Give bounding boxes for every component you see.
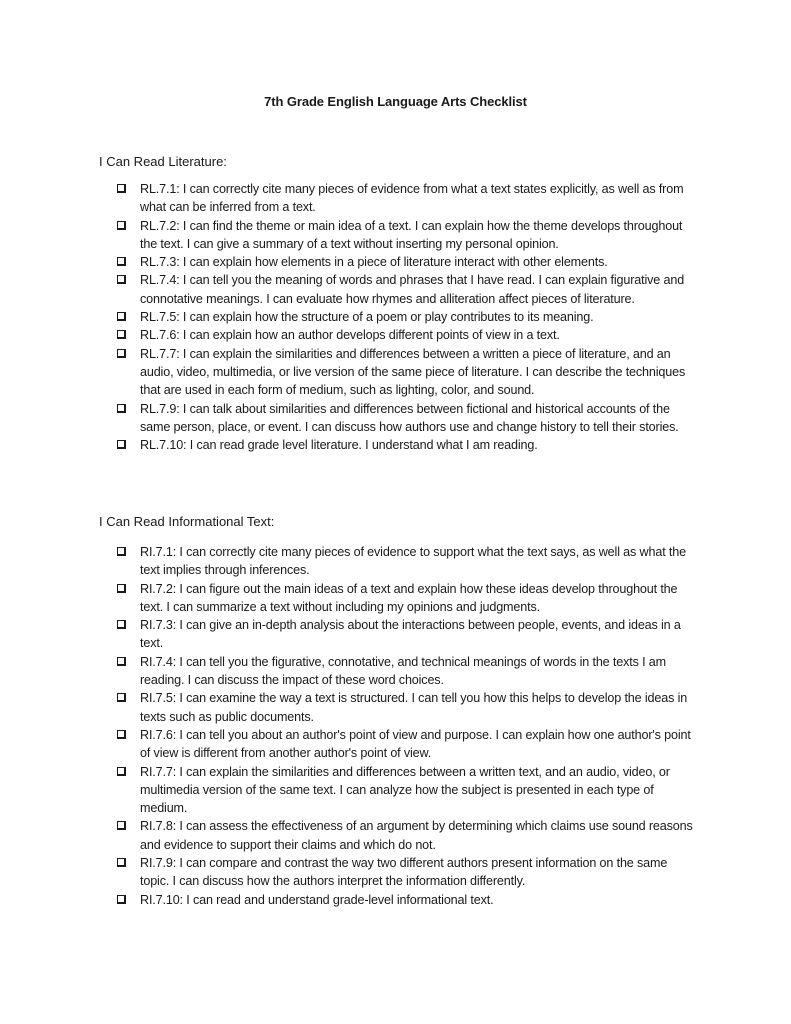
checkbox-icon[interactable] <box>117 184 126 193</box>
item-text: RL.7.1: I can correctly cite many pieces of evidence from what a text states explicitly, as well as from what can be inferred from a text. <box>140 182 684 215</box>
item-text: RL.7.6: I can explain how an author develops different points of view in a text. <box>140 328 560 343</box>
checklist-item <box>117 400 697 437</box>
item-text: RI.7.4: I can tell you the figurative, connotative, and technical meanings of words in the texts I am reading. I can discuss the impact of these word choices. <box>140 654 666 688</box>
item-text: RL.7.10: I can read grade level literature. I understand what I am reading. <box>140 438 538 453</box>
informational-checklist <box>117 543 697 909</box>
item-text: RI.7.10: I can read and understand grade-level informational text. <box>140 892 494 907</box>
item-text: RI.7.6: I can tell you about an author's point of view and purpose. I can explain how one author's point of view is different from another author's point of view. <box>140 727 691 761</box>
checkbox-icon[interactable] <box>117 275 126 284</box>
checkbox-icon[interactable] <box>117 349 126 358</box>
checklist-item <box>117 180 697 217</box>
checkbox-icon[interactable] <box>117 821 126 830</box>
checkbox-icon[interactable] <box>117 895 126 904</box>
checkbox-icon[interactable] <box>117 620 126 629</box>
checklist-item <box>117 580 697 617</box>
checklist-item <box>117 891 697 909</box>
checkbox-icon[interactable] <box>117 404 126 413</box>
item-text: RI.7.2: I can figure out the main ideas of a text and explain how these ideas develop throughout the text. I can summarize a text without including my opinions and judgments. <box>140 581 678 614</box>
checklist-item <box>117 689 697 726</box>
checklist-item <box>117 653 697 690</box>
checklist-item <box>117 345 697 400</box>
checklist-item <box>117 854 697 891</box>
checklist-item <box>117 326 697 344</box>
page-title: 7th Grade English Language Arts Checklist <box>264 94 527 109</box>
literature-checklist <box>117 180 697 454</box>
checkbox-icon[interactable] <box>117 221 126 230</box>
item-text: RI.7.7: I can explain the similarities and differences between a written text, and an audio, video, or multimedia version of the same text. I can analyze how the subject is presented in each type of medium. <box>140 764 670 816</box>
checklist-item <box>117 436 697 454</box>
checkbox-icon[interactable] <box>117 257 126 266</box>
checkbox-icon[interactable] <box>117 584 126 593</box>
item-text: RL.7.7: I can explain the similarities and differences between a written a piece of literature, and an audio, video, multimedia, or live version of the same piece of literature. I can describe the techniques that are used in each form of medium, such as lighting, color, and sound. <box>140 346 686 398</box>
checkbox-icon[interactable] <box>117 730 126 739</box>
item-text: RL.7.9: I can talk about similarities and differences between fictional and historical accounts of the same person, place, or event. I can discuss how authors use and change history to tell their stories. <box>140 401 679 434</box>
checklist-item <box>117 217 697 254</box>
checklist-item <box>117 726 697 763</box>
checkbox-icon[interactable] <box>117 693 126 702</box>
checklist-item <box>117 253 697 271</box>
checkbox-icon[interactable] <box>117 858 126 867</box>
section-heading-literature: I Can Read Literature: <box>99 154 227 169</box>
checkbox-icon[interactable] <box>117 657 126 666</box>
item-text: RI.7.9: I can compare and contrast the way two different authors present information on the same topic. I can discuss how the authors interpret the information differently. <box>140 856 668 889</box>
section-heading-informational: I Can Read Informational Text: <box>99 514 275 529</box>
checkbox-icon[interactable] <box>117 312 126 321</box>
item-text: RL.7.2: I can find the theme or main idea of a text. I can explain how the theme develops throughout the text. I can give a summary of a text without inserting my personal opinion. <box>140 218 683 251</box>
checklist-item <box>117 763 697 818</box>
checkbox-icon[interactable] <box>117 767 126 776</box>
checklist-item <box>117 308 697 326</box>
checkbox-icon[interactable] <box>117 440 126 449</box>
checklist-item <box>117 817 697 854</box>
item-text: RL.7.4: I can tell you the meaning of words and phrases that I have read. I can explain figurative and connotative meanings. I can evaluate how rhymes and alliteration affect pieces of literature. <box>140 273 685 306</box>
item-text: RL.7.5: I can explain how the structure of a poem or play contributes to its meaning. <box>140 310 594 325</box>
checklist-item <box>117 616 697 653</box>
checkbox-icon[interactable] <box>117 547 126 556</box>
item-text: RI.7.8: I can assess the effectiveness of an argument by determining which claims use sound reasons and evidence to support their claims and which do not. <box>140 819 693 852</box>
checklist-item <box>117 543 697 580</box>
checklist-item <box>117 271 697 308</box>
item-text: RL.7.3: I can explain how elements in a piece of literature interact with other elements. <box>140 255 608 270</box>
checkbox-icon[interactable] <box>117 330 126 339</box>
item-text: RI.7.3: I can give an in-depth analysis about the interactions between people, events, and ideas in a text. <box>140 618 681 651</box>
item-text: RI.7.5: I can examine the way a text is structured. I can tell you how this helps to develop the ideas in texts such as public documents. <box>140 691 688 724</box>
item-text: RI.7.1: I can correctly cite many pieces of evidence to support what the text says, as well as what the text implies through inferences. <box>140 545 686 578</box>
